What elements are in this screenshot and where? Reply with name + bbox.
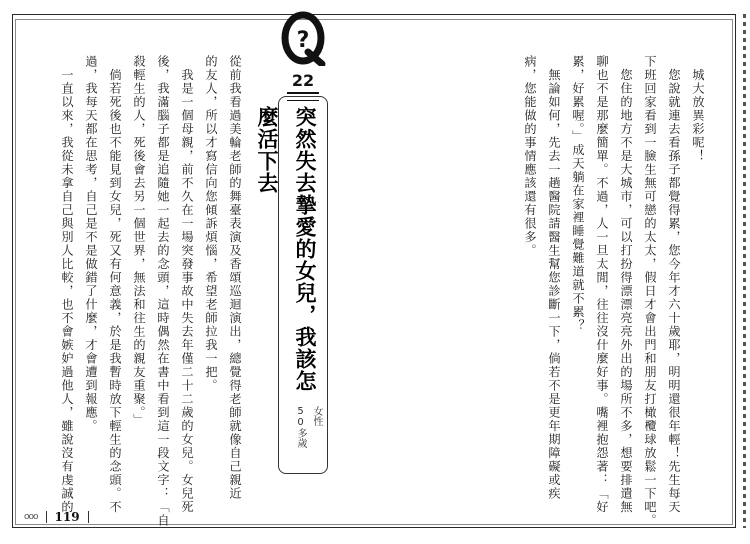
text-line: 累，好累喔。」成天躺在家裡睡覺難道就不累？ xyxy=(571,55,585,333)
text-line: 無論如何，先去一趟醫院請醫生幫您診斷一下，倘若不是更年期障礙或疾 xyxy=(547,55,561,501)
question-mark-icon xyxy=(278,10,328,66)
text-line: 病，您能做的事情應該還有很多。 xyxy=(523,55,537,258)
text-line: 從前我看過美輪老師的舞臺表演及香頌巡迴演出，總覺得老師就像自己親近 xyxy=(228,55,242,501)
previous-answer-text xyxy=(518,55,710,528)
asker-age: 50多歲 xyxy=(295,406,306,448)
text-line: 聊也不是那麼簡單。不過，人一旦太閒，往往沒什麼好事。嘴裡抱怨著：「好 xyxy=(595,55,609,514)
text-line: 一直以來，我從未拿自己與別人比較，也不會嫉妒過他人，雖說沒有虔誠的 xyxy=(60,55,74,514)
text-line: 您住的地方不是大城市，可以打扮得漂漂亮亮外出的場所不多，想要排遣無 xyxy=(619,55,633,514)
text-line: 後，我滿腦子都是追隨她一起去的念頭，這時偶然在書中看到這一段文字：「自 xyxy=(156,55,170,528)
question-asker xyxy=(280,406,324,470)
footer-divider xyxy=(88,511,89,523)
text-line: 我是一個母親，前不久在一場突發事故中失去年僅二十二歲的女兒。女兒死 xyxy=(180,55,194,514)
footer-ornament: ooo xyxy=(24,512,38,522)
text-line: 殺輕生的人，死後會去另一個世界，無法和往生的親友重聚。」 xyxy=(132,55,146,427)
page-edge-ornament xyxy=(743,14,746,528)
svg-text:?: ? xyxy=(296,28,310,53)
text-line: 您說就連去看孫子都覺得累，您今年才六十歲耶，明明還很年輕！先生每天 xyxy=(667,55,681,514)
question-body-text xyxy=(55,55,247,528)
text-line: 倘若死後也不能見到女兒，死又有何意義，於是我暫時放下輕生的念頭。不 xyxy=(108,55,122,514)
text-line: 過，我每天都在思考，自己是不是做錯了什麼，才會遭到報應。 xyxy=(84,55,98,433)
question-rule xyxy=(287,92,319,94)
page-footer xyxy=(24,508,89,526)
text-line: 城大放異彩呢！ xyxy=(691,55,705,163)
page-number: 119 xyxy=(54,510,80,524)
question-title: 突然失去摯愛的女兒，我該怎麼活下去 xyxy=(255,106,318,392)
question-number: 22 xyxy=(291,71,315,90)
text-line: 的友人，所以才寫信向您傾訴煩惱，希望老師拉我一把。 xyxy=(204,55,218,393)
footer-divider xyxy=(46,511,47,523)
question-rule-inner xyxy=(287,100,319,101)
text-line: 下班回家看到一臉生無可戀的太太，假日才會出門和朋友打橄欖球放鬆一下吧。 xyxy=(643,55,657,528)
asker-gender: 女性 xyxy=(311,406,322,426)
